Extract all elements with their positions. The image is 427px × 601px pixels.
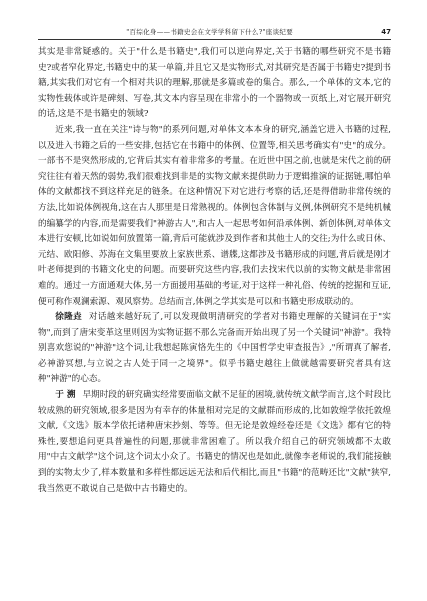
paragraph [38, 123, 391, 310]
running-title: "百综化身——书籍史会在文学学科留下什么?"座谈纪要 [126, 28, 293, 36]
page-number: 47 [381, 28, 391, 36]
paragraph [38, 310, 391, 388]
paragraph-text: 早期时段的研究确实经常要面临文献不足征的困境,就传统文献学而言,这个时段比较成熟的研究领域,很多是因为有幸存的体量相对完足的文献群而形成的,比如敦煌学依托敦煌文献,《文选》版本学依托诸种唐宋抄刻、等等。但无论是敦煌经卷还是《文选》都有它的特殊性,要想追问更具普遍性的问题,那就非常困难了。所以我介绍自己的研究领域都不太敢用"中古文献学"这个词,这个词太小众了。书籍史的情况也是如此,就像李老师说的,我们能接触到的实物太少了,样本数量和多样性都远远无法和后代相比,而且"书籍"的范畴还比"文献"狭窄,我当然更不敢说自己是做中古书籍史的。 [38, 390, 391, 494]
paragraph-text: 近来,我一直在关注"诗与物"的系列问题,对单体文本本身的研究,涵盖它进入书籍的过程,以及进入书籍之后的一些安排,包括它在书籍中的体例、位置等,相关思考确实有"史"的成分。一部书不是突然形成的,它背后其实有着非常多的考量。在近世中国之前,也就是宋代之前的研究往往有着天然的弱势,我们很难找到非是的实物文献来提供助力于逻辑推演的证据链,哪怕单体的文献都找不到这样充足的链条。在这种情况下对它进行考察的话,还是得借助非常传统的方法,比如说体例视角,这在古人那里是日常熟视的。体例包含体制与义例,体例研究不是纯机械的编纂学的内容,而是需要我们"神游古人",和古人一起思考如何沿承体例、新创体例,对单体文本进行安顿,比如说如何放置第一篇,背后可能就涉及到作者和其他士人的交往;为什么或日休、元结、欧阳修、苏海在文集里要放上家族世系、谱牒,这都涉及书籍形成的问题,背后就是刚才叶老师提到的书籍文化史的问题。而要研究这些内容,我们去找宋代以前的实物文献是非常困难的。通过一方面通观大体,另一方面援用基础的考证,对于这样一种礼俗、传统的挖掘和互证,便可称作观澜索源、观风察势。总结而言,体例之学其实是可以和书籍史形成联动的。 [38, 124, 391, 307]
running-header [38, 28, 391, 40]
paragraph-text: 其实是非常疑惑的。关于"什么是书籍史",我们可以逆向界定,关于书籍的哪些研究不是书籍史?或者窄化界定,书籍史中的某一单篇,并且它又是实物形式,对其研究是否属于书籍史?提到书籍,其实我们对它有一个相对共识的理解,那就是多篇或卷的集合。那么,一个单体的文本,它的实物性载体或许是碑刻、写卷,其文本内容呈现在非常小的一个器物或一页纸上,对它展开研究的话,这是不是书籍史的领域? [38, 47, 391, 120]
speaker-name: 于 溯 [55, 390, 76, 401]
paragraph [38, 45, 391, 123]
paragraph-text: 对话越来越好玩了,可以发现做明清研究的学者对书籍史理解的关键词在于"实物",而到了唐宋变革这里则因为实物证据不那么完备而开始出现了另一个关键词"神游"。我特别喜欢您说的"神游"这个词,让我想起陈寅恪先生的《中国哲学史审查报告》,"所谓真了解者,必神游冥想,与立说之古人处于同一之境界"。似乎书籍史越往上做就越需要研究者具有这种"神游"的心态。 [38, 312, 391, 385]
speaker-name: 徐隆垚 [55, 312, 83, 323]
article-body [38, 45, 391, 497]
paragraph [38, 388, 391, 497]
